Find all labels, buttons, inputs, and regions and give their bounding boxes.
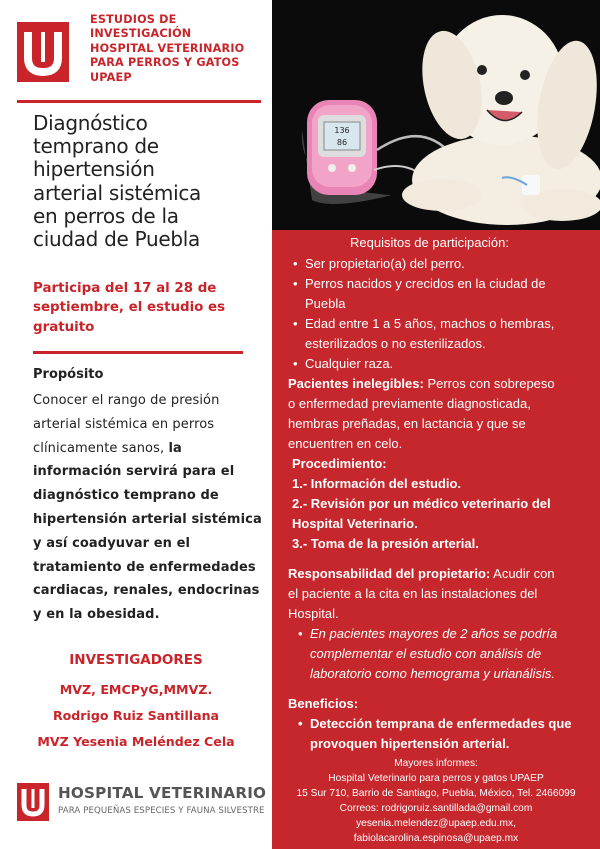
contact-email[interactable]: Correos: rodrigoruiz.santillada@gmail.com bbox=[339, 803, 533, 814]
header-line: ESTUDIOS DE bbox=[90, 13, 177, 26]
contact-line: Mayores informes: bbox=[394, 758, 478, 769]
hospital-logo-icon bbox=[17, 783, 49, 821]
subtitle-line: gratuito bbox=[33, 319, 95, 335]
purpose-bold-line: y en la obesidad. bbox=[33, 607, 160, 623]
title-line: hipertensión bbox=[33, 157, 155, 182]
page-title bbox=[33, 112, 263, 251]
benefit-item: • Detección temprana de enfermedades que bbox=[310, 716, 572, 731]
header-line: INVESTIGACIÓN bbox=[90, 27, 192, 41]
left-column bbox=[0, 0, 272, 849]
requirement-item: • Perros nacidos y crecidos en la ciudad de bbox=[305, 276, 546, 291]
ineligible-text: Perros con sobrepeso bbox=[423, 376, 555, 391]
participation-dates bbox=[33, 279, 268, 337]
contact-line: 15 Sur 710, Barrio de Santiago, Puebla, México, Tel. 2466099 bbox=[296, 788, 576, 799]
purpose-line bbox=[33, 437, 269, 461]
purpose-bold-line: información servirá para el bbox=[33, 464, 235, 480]
purpose-bold-line: y así coadyuvar en el bbox=[33, 535, 191, 551]
procedure-step: Hospital Veterinario. bbox=[292, 516, 418, 531]
procedure-step: 1.- Información del estudio. bbox=[292, 476, 462, 491]
purpose-line: arterial sistémica en perros bbox=[33, 416, 215, 432]
responsibility-line: el paciente a la cita en las instalaciones del bbox=[288, 586, 538, 601]
requirement-item-cont: esterilizados o no esterilizados. bbox=[305, 336, 486, 351]
responsibility-note: complementar el estudio con análisis de bbox=[310, 646, 542, 661]
investigators-heading: INVESTIGADORES bbox=[69, 652, 203, 668]
responsibility-label: Responsabilidad del propietario: bbox=[288, 566, 491, 581]
contact-line: Hospital Veterinario para perros y gatos UPAEP bbox=[328, 773, 544, 784]
requirement-item: • Ser propietario(a) del perro. bbox=[305, 256, 465, 271]
purpose-bold-line: tratamiento de enfermedades bbox=[33, 559, 256, 575]
info-panel bbox=[272, 230, 600, 849]
dog-photo bbox=[272, 0, 600, 230]
purpose-line: Conocer el rango de presión bbox=[33, 393, 220, 408]
investigator-line: MVZ Yesenia Meléndez Cela bbox=[37, 734, 235, 749]
requirement-item: • Cualquier raza. bbox=[305, 356, 393, 371]
purpose-text bbox=[33, 389, 269, 627]
procedure-step: 3.- Toma de la presión arterial. bbox=[292, 536, 479, 551]
responsibility-note: laboratorio como hemograma y urianálisis. bbox=[310, 666, 555, 681]
benefit-item-cont: provoquen hipertensión arterial. bbox=[310, 736, 510, 751]
responsibility-line: Hospital. bbox=[288, 606, 339, 621]
monitor-systolic-reading: 136 bbox=[334, 126, 350, 135]
title-line: arterial sistémica bbox=[33, 180, 202, 205]
contact-email[interactable]: yesenia.melendez@upaep.edu.mx, bbox=[356, 818, 516, 829]
procedure-step: 2.- Revisión por un médico veterinario del bbox=[292, 496, 551, 511]
investigator-line: MVZ, EMCPyG,MMVZ. bbox=[59, 682, 213, 697]
title-line: Diagnóstico bbox=[33, 111, 148, 135]
header-line: HOSPITAL VETERINARIO bbox=[90, 41, 245, 55]
monitor-diastolic-reading: 86 bbox=[336, 138, 348, 147]
subtitle-line: septiembre, el estudio es bbox=[33, 300, 226, 316]
header-line: UPAEP bbox=[90, 70, 132, 84]
purpose-bold-line: cardiacas, renales, endocrinas bbox=[33, 583, 260, 599]
ineligible-line bbox=[288, 376, 555, 391]
ineligible-line: o enfermedad previamente diagnosticada, bbox=[288, 396, 531, 411]
divider bbox=[17, 100, 261, 103]
investigator-line: Rodrigo Ruiz Santillana bbox=[52, 708, 220, 723]
purpose-bold-line: diagnóstico temprano de bbox=[33, 488, 219, 504]
ineligible-line: encuentren en celo. bbox=[288, 436, 403, 451]
procedure-heading: Procedimiento: bbox=[292, 456, 387, 471]
requirement-item: • Edad entre 1 a 5 años, machos o hembras, bbox=[305, 316, 554, 331]
purpose-line-bold: la bbox=[168, 440, 182, 456]
hospital-subtitle: PARA PEQUEÑAS ESPECIES Y FAUNA SILVESTRE bbox=[58, 806, 265, 816]
institution-header bbox=[90, 13, 270, 85]
title-line: temprano de bbox=[33, 134, 159, 159]
dog-icon bbox=[402, 15, 600, 225]
requirement-item-cont: Puebla bbox=[305, 296, 346, 311]
title-line: en perros de la bbox=[33, 203, 179, 228]
hospital-name: HOSPITAL VETERINARIO bbox=[58, 784, 267, 802]
responsibility-note: • En pacientes mayores de 2 años se podría bbox=[310, 626, 557, 641]
purpose-line-part: clínicamente sanos, bbox=[33, 440, 169, 456]
upaep-logo-icon bbox=[17, 22, 69, 82]
ineligible-label: Pacientes inelegibles: bbox=[288, 376, 424, 391]
purpose-heading: Propósito bbox=[33, 367, 104, 382]
purpose-bold-line: hipertensión arterial sistémica bbox=[33, 511, 262, 527]
responsibility-line bbox=[288, 566, 555, 581]
title-line: ciudad de Puebla bbox=[33, 227, 200, 252]
requirements-heading: Requisitos de participación: bbox=[350, 235, 509, 250]
ineligible-line: hembras preñadas, en lactancia y que se bbox=[288, 416, 526, 431]
responsibility-text: Acudir con bbox=[490, 566, 555, 581]
subtitle-line: Participa del 17 al 28 de bbox=[33, 281, 217, 296]
divider bbox=[33, 351, 243, 354]
contact-email[interactable]: fabiolacarolina.espinosa@upaep.mx bbox=[353, 833, 519, 844]
benefits-heading: Beneficios: bbox=[288, 696, 359, 711]
header-line: PARA PERROS Y GATOS bbox=[90, 56, 240, 70]
